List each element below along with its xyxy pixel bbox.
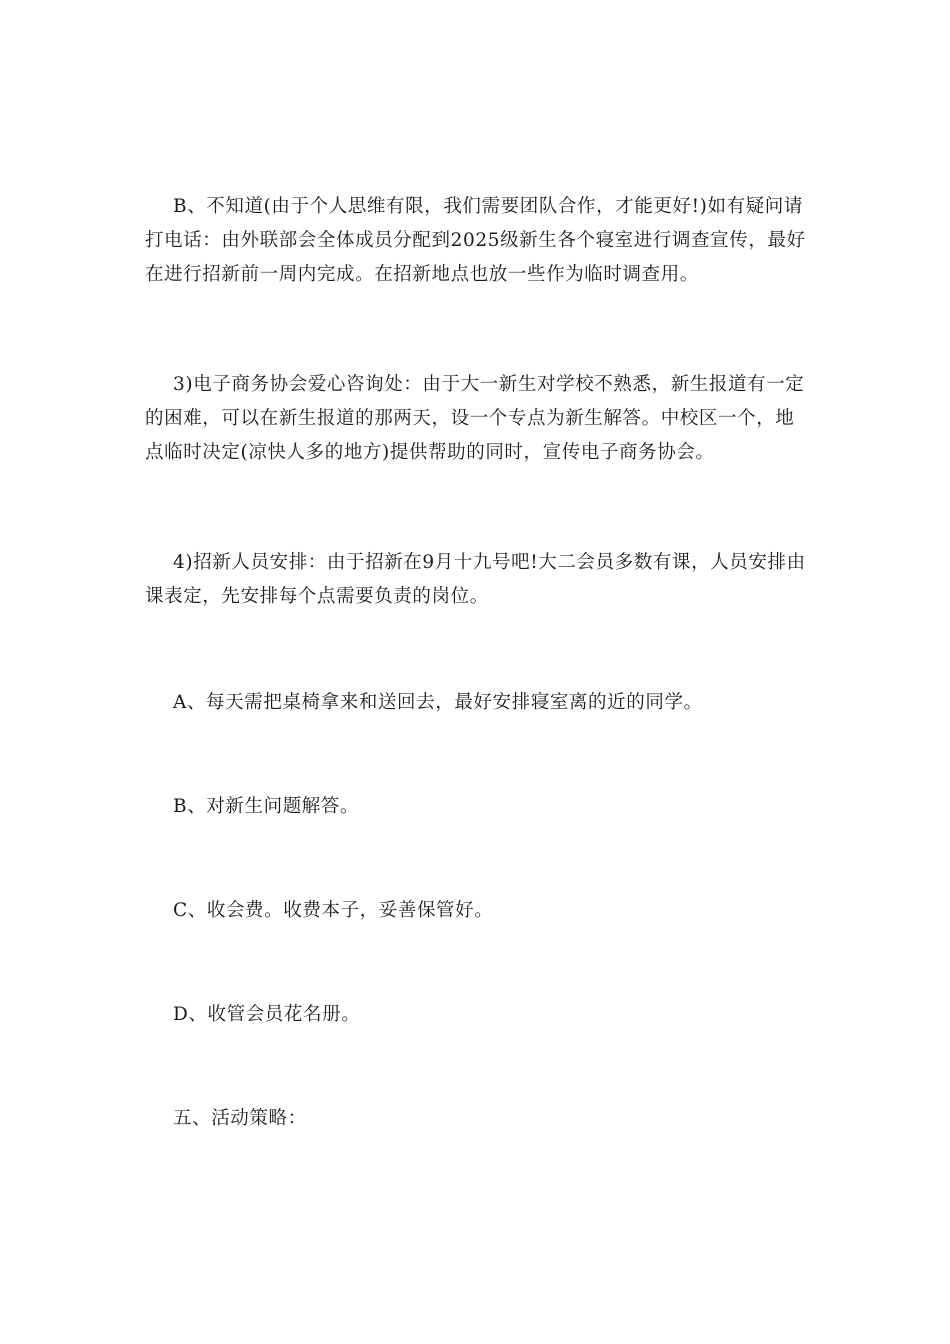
paragraph-task-d: D、收管会员花名册。 — [173, 1004, 361, 1025]
paragraph-staff-arrangement: 4)招新人员安排：由于招新在9月十九号吧!大二会员多数有课，人员安排由课表定，先安排每个点需要负责的岗位。 — [145, 552, 806, 607]
section-heading-strategy: 五、活动策略： — [173, 1108, 307, 1129]
paragraph-survey-phone: B、不知道(由于个人思维有限，我们需要团队合作，才能更好!)如有疑问请打电话：由外联部会全体成员分配到2025级新生各个寝室进行调查宣传，最好在进行招新前一周内完成。在招新地点也放一些作为临时调查用。 — [145, 196, 806, 285]
paragraph-consultation-desk: 3)电子商务协会爱心咨询处：由于大一新生对学校不熟悉，新生报道有一定的困难，可以在新生报道的那两天，设一个专点为新生解答。中校区一个，地点临时决定(凉快人多的地方)提供帮助的同时，宣传电子商务协会。 — [145, 374, 805, 463]
paragraph-task-a: A、每天需把桌椅拿来和送回去，最好安排寝室离的近的同学。 — [173, 692, 703, 713]
paragraph-task-b: B、对新生问题解答。 — [173, 796, 360, 817]
paragraph-task-c: C、收会费。收费本子，妥善保管好。 — [173, 900, 494, 921]
